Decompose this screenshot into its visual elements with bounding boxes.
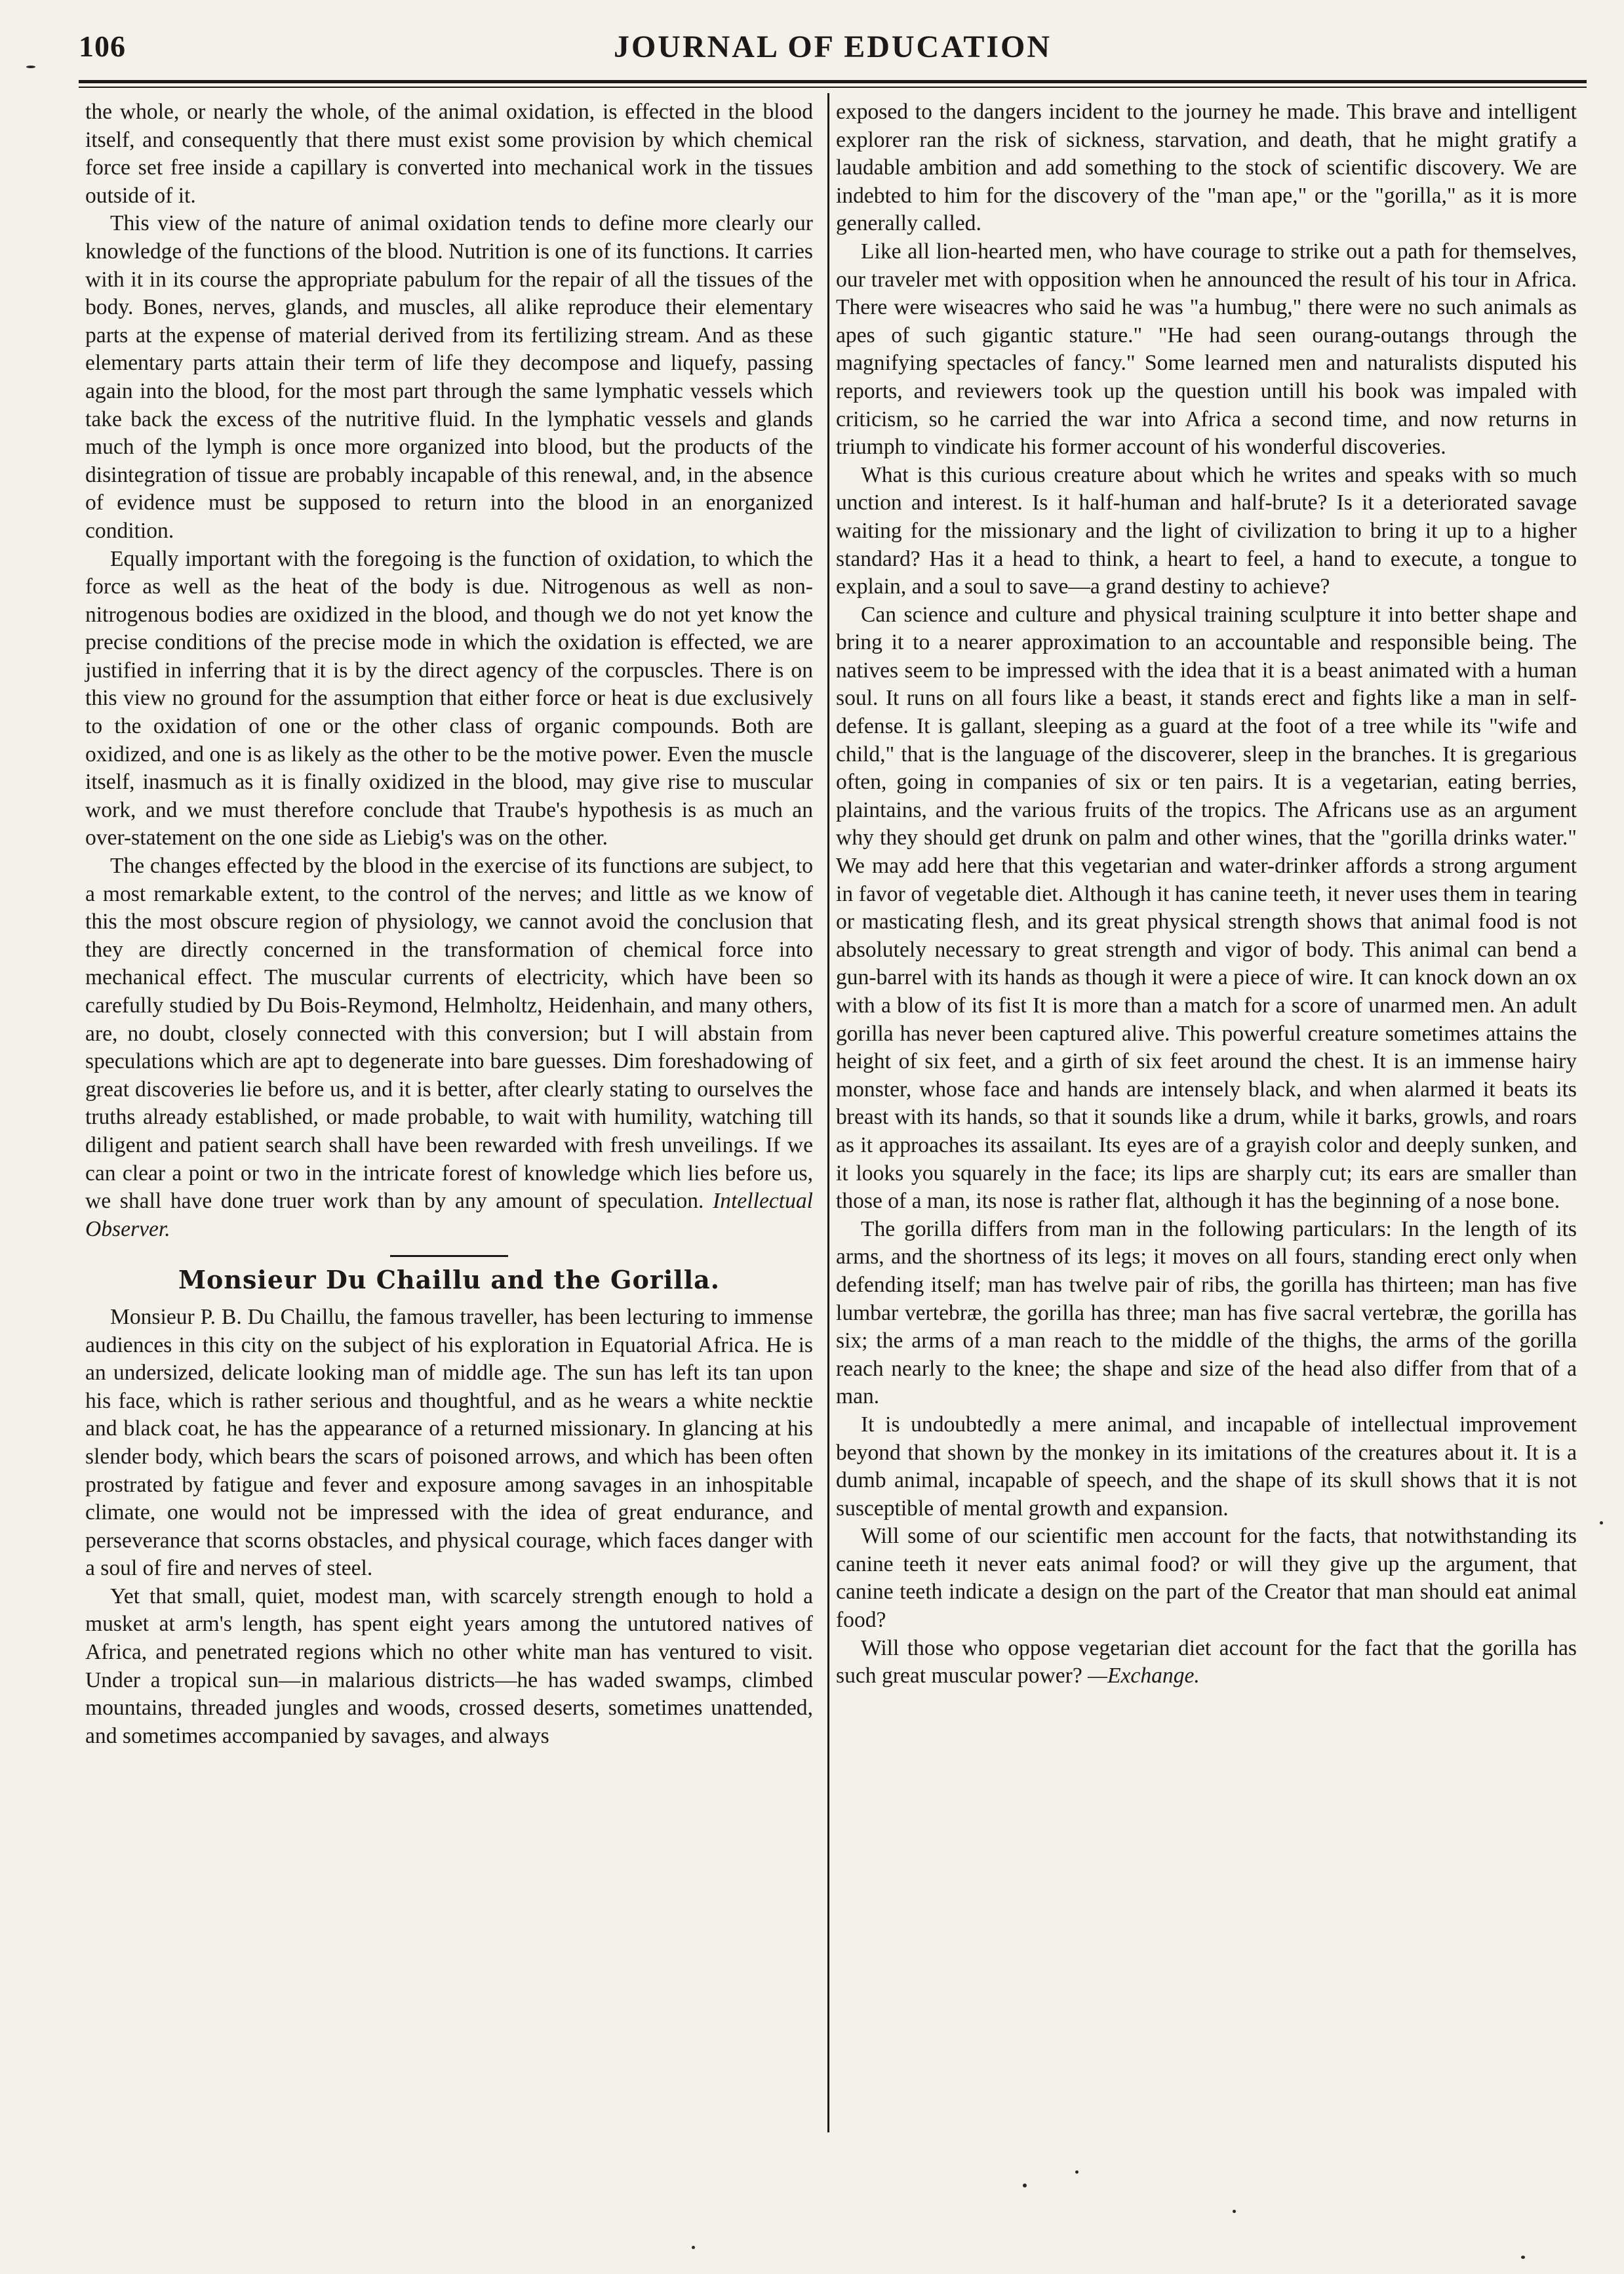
paragraph: Can science and culture and physical training sculpture it into better shape and bring it to a nearer approximation to an accountable and responsible being. The natives seem to be impressed with the idea that it is a beast animated with a human soul. It runs on all fours like a beast, it stands erect and fights like a man in self-defense. It is gallant, sleeping as a guard at the foot of a tree while its "wife and child," that is the language of the discoverer, sleep in the branches. It is gregarious often, going in companies of six or ten pairs. It is a vegetarian, eating berries, plaintains, and the various fruits of the tropics. The Africans use as an argument why they should get drunk on palm and other wines, that the "gorilla drinks water." We may add here that this vegetarian and water-drinker affords a strong argument in favor of vegetable diet. Although it has canine teeth, it never uses them in tearing or masticating flesh, and its great physical strength shows that animal food is not absolutely necessary to great strength and vigor of body. This animal can bend a gun-barrel with its hands as though it were a piece of wire. It can knock down an ox with a blow of its fist It is more than a match for a score of unarmed men. An adult gorilla has never been captured alive. This powerful creature sometimes attains the height of six feet, and a girth of six feet around the chest. It is an immense hairy monster, whose face and hands are intensely black, and when alarmed it beats its breast with its hands, so that it sounds like a drum, while it barks, growls, and roars as it approaches its assailant. Its eyes are of a grayish color and deeply sunken, and it looks you squarely in the face; its lips are sharply cut; its ears are smaller than those of a man, its nose is rather flat, although it has the beginning of a nose bone. <box>836 602 1577 1214</box>
print-speck <box>1075 2170 1079 2174</box>
article-separator <box>390 1255 508 1257</box>
header-rule <box>79 80 1587 83</box>
paragraph-with-attribution <box>85 852 813 1243</box>
print-speck <box>1233 2210 1236 2213</box>
paragraph-with-attribution <box>836 1635 1577 1690</box>
journal-title: JOURNAL OF EDUCATION <box>613 30 1052 64</box>
paragraph: the whole, or nearly the whole, of the animal oxidation, is effected in the blood itself, and consequently that there must exist some provision by which chemical force set free inside a capillary is converted into mechanical work in the tissues outside of it. <box>85 100 813 208</box>
print-speck <box>692 2246 695 2249</box>
paragraph: Equally important with the foregoing is the function of oxidation, to which the force as well as the heat of the body is due. Nitrogenous as well as non-nitrogenous bodies are oxidized in the blood, and though we do not yet know the precise conditions of the precise mode in which the oxidation is effected, we are justified in inferring that it is by the direct agency of the corpuscles. There is on this view no ground for the assumption that either force or heat is due exclusively to the oxidation of one or the other class of organic compounds. Both are oxidized, and one is as likely as the other to be the motive power. Even the muscle itself, inasmuch as it is finally oxidized in the blood, may give rise to muscular work, and we must therefore conclude that Traube's hypothesis is as much an over-statement on the one side as Liebig's was on the other. <box>85 546 813 850</box>
article-title: Monsieur Du Chaillu and the Gorilla. <box>178 1265 720 1295</box>
article-paragraph: Monsieur P. B. Du Chaillu, the famous traveller, has been lecturing to immense audiences in this city on the subject of his exploration in Equatorial Africa. He is an undersized, delicate looking man of middle age. The sun has left its tan upon his face, which is rather serious and thoughtful, and as he wears a white necktie and black coat, he has the appearance of a returned missionary. In glancing at his slender body, which bears the scars of poisoned arrows, and which has been often prostrated by fatigue and fever and exposure among savages in an inhospitable climate, one would not be impressed with the idea of great endurance, and perseverance that scorns obstacles, and physical courage, which faces danger with a soul of fire and nerves of steel. <box>85 1304 813 1581</box>
print-speck <box>1600 1521 1603 1525</box>
paragraph-text: The changes effected by the blood in the exercise of its functions are subject, to a most remarkable extent, to the control of the nerves; and little as we know of this the most obscure region of physiology, we cannot avoid the conclusion that they are directly concerned in the transformation of chemical force into mechanical effect. The muscular currents of electricity, which have been so carefully studied by Du Bois-Reymond, Helmholtz, Heidenhain, and many others, are, no doubt, closely connected with this conversion; but I will abstain from speculations which are apt to degenerate into bare guesses. Dim foreshadowing of great discoveries lie before us, and it is better, after clearly stating to ourselves the truths already established, or made probable, to wait with humility, watching till diligent and patient search shall have been rewarded with fresh unveilings. If we can clear a point or two in the intricate forest of knowledge which lies before us, we shall have done truer work than by any amount of speculation. <box>85 854 813 1214</box>
paragraph: The gorilla differs from man in the following particulars: In the length of its arms, and the shortness of its legs; it moves on all fours, standing erect only when defending itself; man has twelve pair of ribs, the gorilla has thirteen; man has five lumbar vertebræ, the gorilla has three; man has five sacral vertebræ, the gorilla has six; the arms of a man reach to the middle of the thighs, the arms of the gorilla reach nearly to the knee; the shape and size of the head also differ from that of a man. <box>836 1216 1577 1409</box>
page-number: 106 <box>79 30 126 63</box>
header-rule-thin <box>79 87 1587 88</box>
article-paragraph: Yet that small, quiet, modest man, with scarcely strength enough to hold a musket at arm's length, has spent eight years among the untutored natives of Africa, and penetrated regions which no other white man has ventured to visit. Under a tropical sun—in malarious districts—he has waded swamps, climbed mountains, threaded jungles and woods, crossed deserts, sometimes unattended, and sometimes accompanied by savages, and always <box>85 1584 813 1748</box>
attribution: Intellectual Observer. <box>85 1189 813 1241</box>
paragraph: Like all lion-hearted men, who have courage to strike out a path for themselves, our traveler met with opposition when he announced the result of his tour in Africa. There were wiseacres who said he was "a humbug," there were no such animals as apes of such gigantic stature." "He had seen ourang-outangs through the magnifying spectacles of fancy." Some learned men and naturalists disputed his reports, and reviewers took up the question untill his book was impaled with criticism, so he carried the war into Africa a second time, and now returns in triumph to vindicate his former account of his wonderful discoveries. <box>836 239 1577 460</box>
column-divider <box>827 93 829 2132</box>
paragraph: This view of the nature of animal oxidation tends to define more clearly our knowledge of the functions of the blood. Nutrition is one of its functions. It carries with it in its course the appropriate pabulum for the repair of all the tissues of the body. Bones, nerves, glands, and muscles, all alike reproduce their elementary parts at the expense of material derived from its fertilizing stream. And as these elementary parts attain their term of life they decompose and liquefy, passing again into the blood, for the most part through the same lymphatic vessels which take back the excess of the nutritive fluid. In the lymphatic vessels and glands much of the lymph is once more organized into blood, but the products of the disintegration of tissue are probably incapable of this renewal, and, in the absence of evidence must be supposed to return into the blood in an enorganized condition. <box>85 211 813 543</box>
attribution: —Exchange. <box>1088 1664 1200 1688</box>
paragraph: What is this curious creature about which he writes and speaks with so much unction and interest. Is it half-human and half-brute? Is it a deteriorated savage waiting for the missionary and the light of civilization to bring it up to a higher standard? Has it a head to think, a heart to feel, a hand to execute, a tongue to explain, and a soul to save—a grand destiny to achieve? <box>836 462 1577 599</box>
paragraph-text: Will those who oppose vegetarian diet account for the fact that the gorilla has such great muscular power? <box>836 1635 1577 1688</box>
right-column <box>836 98 1577 1690</box>
print-speck <box>1023 2184 1027 2187</box>
page-header <box>79 25 1587 71</box>
print-speck <box>26 66 35 68</box>
print-speck <box>1521 2256 1525 2259</box>
left-column <box>85 98 813 1750</box>
paragraph: It is undoubtedly a mere animal, and incapable of intellectual improvement beyond that shown by the monkey in its imitations of the creatures about it. It is a dumb animal, incapable of speech, and the shape of its skull shows that it is not susceptible of mental growth and expansion. <box>836 1412 1577 1521</box>
paragraph: Will some of our scientific men account for the facts, that notwithstanding its canine teeth it never eats animal food? or will they give up the argument, that canine teeth indicate a design on the part of the Creator that man should eat animal food? <box>836 1524 1577 1633</box>
paragraph: exposed to the dangers incident to the journey he made. This brave and intelligent explorer ran the risk of sickness, starvation, and death, that he might gratify a laudable ambition and add something to the stock of scientific discovery. We are indebted to him for the discovery of the "man ape," or the "gorilla," as it is more generally called. <box>836 100 1577 236</box>
